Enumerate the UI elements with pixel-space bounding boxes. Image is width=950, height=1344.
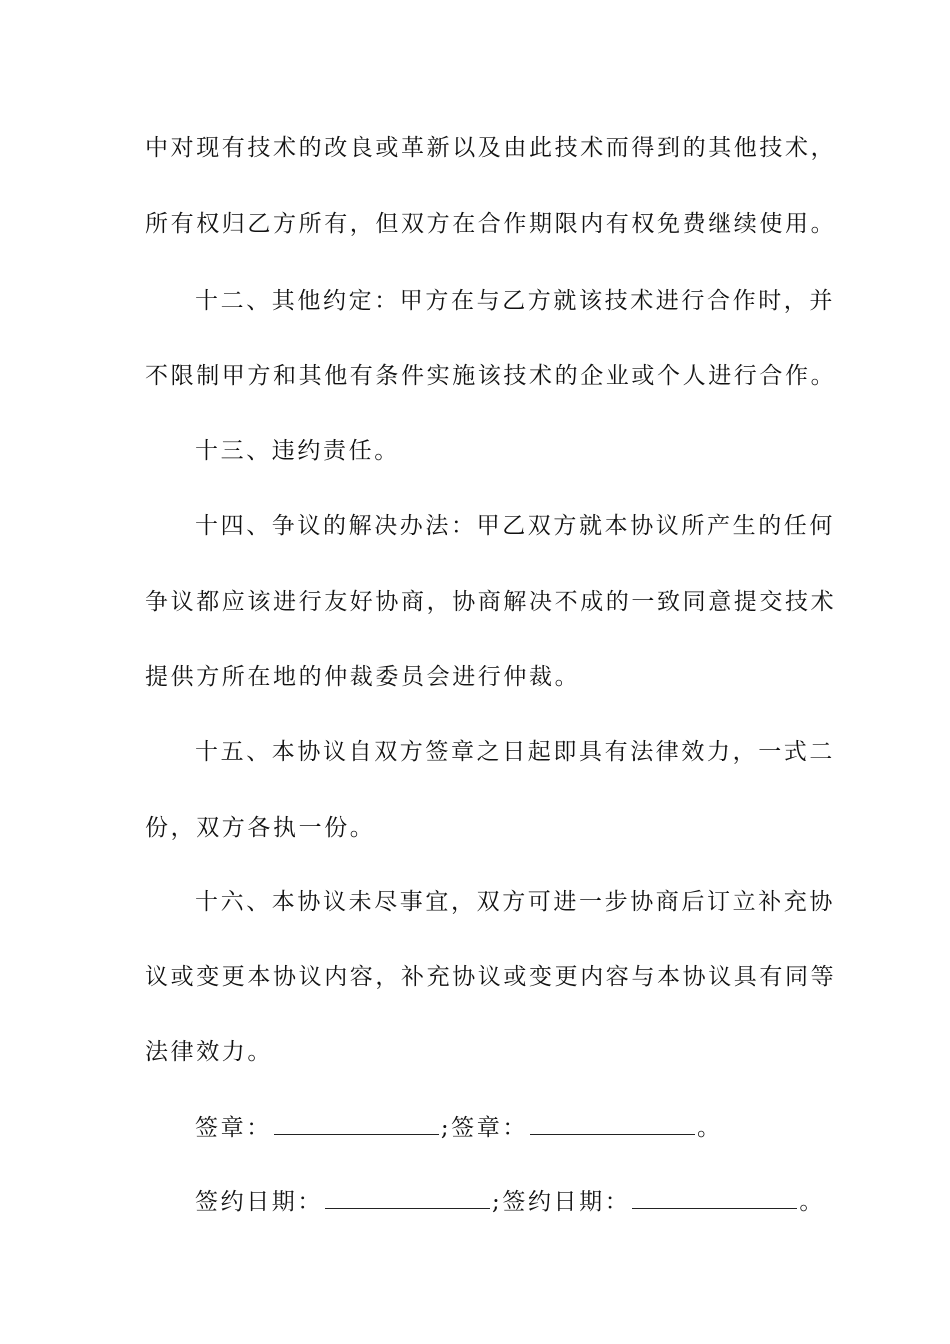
signature-label-b: 签章： <box>451 1115 528 1141</box>
clause-14-heading-line: 十四、争议的解决办法：甲乙双方就本协议所产生的任何 <box>195 513 835 539</box>
signature-separator: ; <box>440 1115 452 1141</box>
date-blank-b[interactable] <box>632 1188 797 1209</box>
date-separator: ; <box>492 1189 503 1215</box>
clause-16-heading-line: 十六、本协议未尽事宜，双方可进一步协商后订立补充协 <box>195 889 835 915</box>
paragraph-line: 提供方所在地的仲裁委员会进行仲裁。 <box>145 664 581 690</box>
clause-13-line: 十三、违约责任。 <box>195 438 400 464</box>
signature-blank-a[interactable] <box>274 1114 439 1135</box>
date-label-b: 签约日期： <box>502 1189 631 1215</box>
date-end: 。 <box>799 1189 825 1215</box>
paragraph-line: 不限制甲方和其他有条件实施该技术的企业或个人进行合作。 <box>145 363 837 389</box>
paragraph-line: 法律效力。 <box>145 1039 273 1065</box>
paragraph-line: 议或变更本协议内容，补充协议或变更内容与本协议具有同等 <box>145 964 837 990</box>
paragraph-line: 争议都应该进行友好协商，协商解决不成的一致同意提交技术 <box>145 589 837 615</box>
date-row <box>195 1184 825 1220</box>
signature-row <box>195 1110 723 1146</box>
paragraph-line: 所有权归乙方所有，但双方在合作期限内有权免费继续使用。 <box>145 211 837 237</box>
date-label-a: 签约日期： <box>195 1189 323 1215</box>
clause-12-heading-line: 十二、其他约定：甲方在与乙方就该技术进行合作时，并 <box>195 288 835 314</box>
signature-blank-b[interactable] <box>530 1114 695 1135</box>
paragraph-line: 中对现有技术的改良或革新以及由此技术而得到的其他技术， <box>145 135 837 161</box>
date-blank-a[interactable] <box>325 1188 490 1209</box>
signature-label-a: 签章： <box>195 1115 272 1141</box>
clause-15-heading-line: 十五、本协议自双方签章之日起即具有法律效力，一式二 <box>195 739 835 765</box>
signature-end: 。 <box>696 1115 723 1141</box>
paragraph-line: 份，双方各执一份。 <box>145 815 376 841</box>
